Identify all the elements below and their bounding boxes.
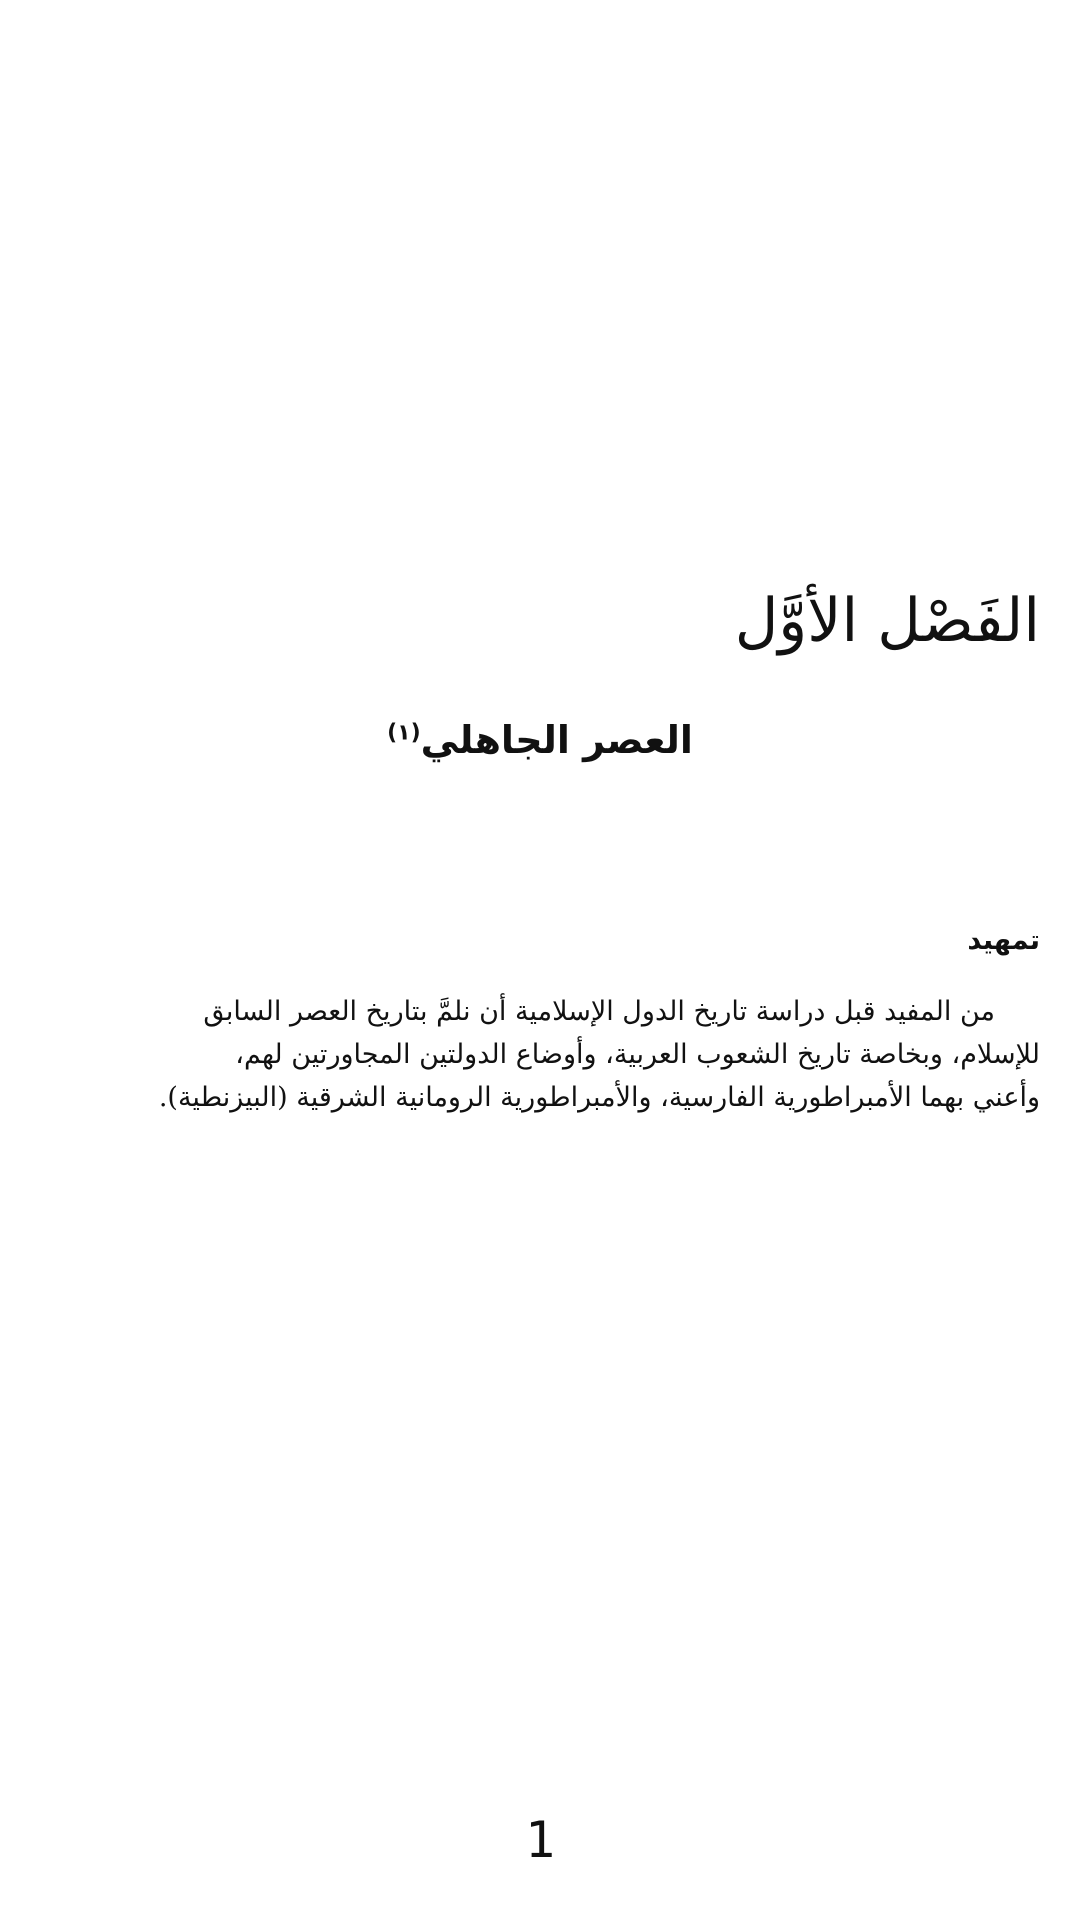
paragraph-line: من المفيد قبل دراسة تاريخ الدول الإسلامية أن نلمَّ بتاريخ العصر السابق	[203, 996, 995, 1027]
paragraph-line: للإسلام، وبخاصة تاريخ الشعوب العربية، وأوضاع الدولتين المجاورتين لهم،	[235, 1039, 1040, 1070]
page-number: 1	[524, 1811, 556, 1869]
intro-heading: تمهيد	[967, 925, 1040, 956]
section-heading	[0, 718, 1080, 764]
intro-paragraph	[40, 990, 1040, 1119]
section-title: العصر الجاهلي	[420, 718, 693, 762]
footnote-reference[interactable]: (١)	[387, 720, 421, 746]
chapter-title: الفَصْل الأوَّل	[734, 586, 1040, 656]
paragraph-line: وأعني بهما الأمبراطورية الفارسية، والأمبراطورية الرومانية الشرقية (البيزنطية).	[158, 1082, 1040, 1113]
